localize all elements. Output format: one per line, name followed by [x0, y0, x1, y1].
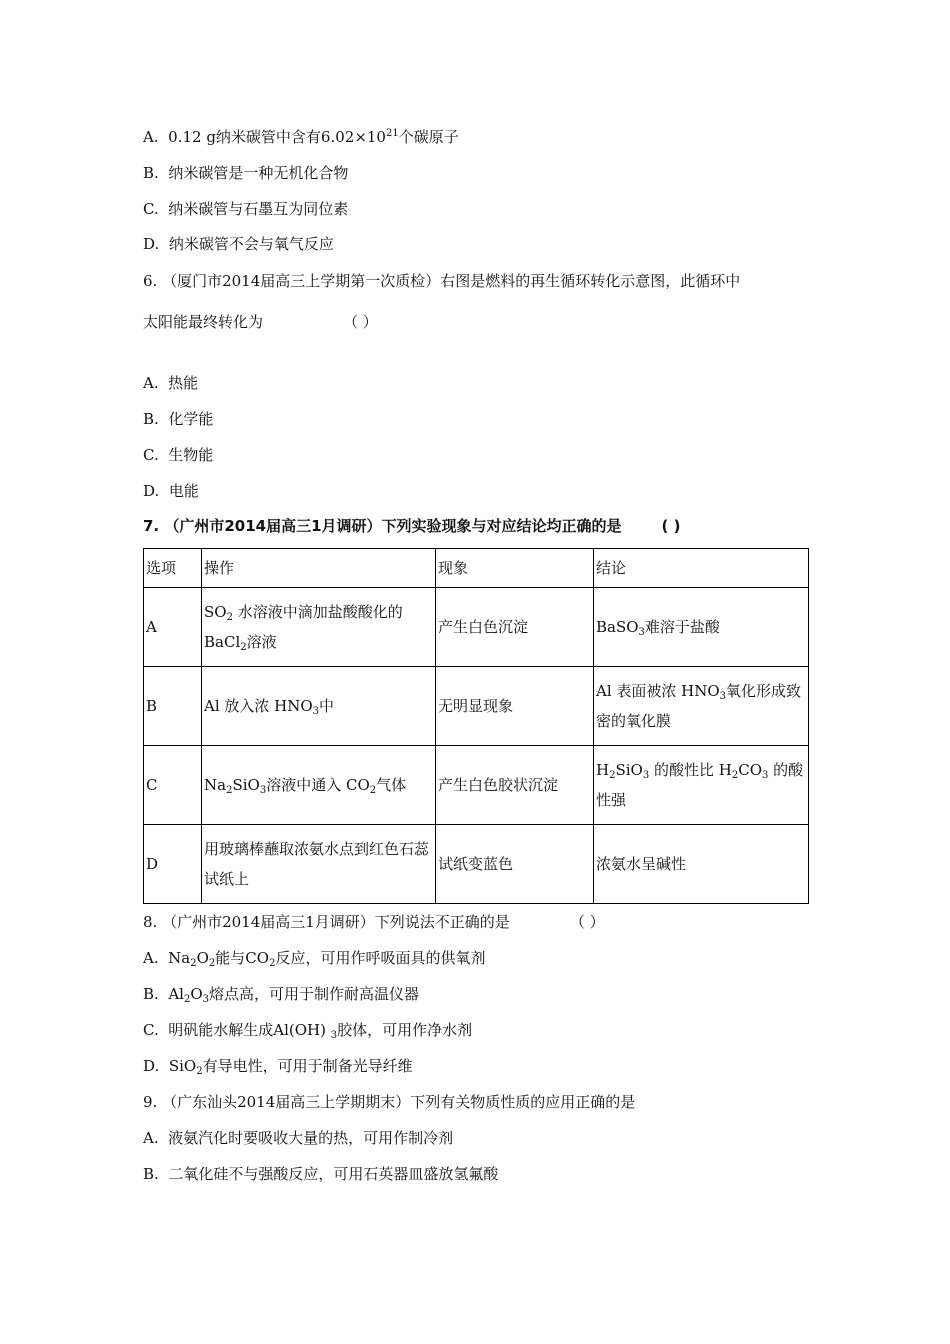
row-id: C: [144, 746, 202, 825]
row-operation: $Na_2SiO_3$溶液中通入 $CO_2$气体: [202, 746, 436, 825]
row-operation: $SO_2$ 水溶液中滴加盐酸酸化的BaCl$_2$溶液: [202, 588, 436, 667]
row-id: A: [144, 588, 202, 667]
q8-option-c: C. 明矾能水解生成Al(OH) $_3$胶体，可用作净水剂: [143, 1021, 473, 1041]
header-phenomenon: 现象: [436, 549, 594, 588]
row-operation: 用玻璃棒蘸取浓氨水点到红色石蕊试纸上: [202, 825, 436, 904]
q7-experiment-table: [143, 548, 809, 904]
q8-answer-blank: （ ）: [569, 913, 605, 931]
q6-stem-line1: 6. （厦门市2014届高三上学期第一次质检）右图是燃料的再生循环转化示意图，此循环中: [143, 272, 741, 290]
q8-option-d: D. SiO$_2$有导电性，可用于制备光导纤维: [143, 1057, 413, 1077]
row-conclusion: BaSO$_3$难溶于盐酸: [594, 588, 809, 667]
row-phenomenon: 无明显现象: [436, 667, 594, 746]
q9-option-a: A. 液氨汽化时要吸收大量的热，可用作制冷剂: [143, 1129, 454, 1147]
q5-option-d: D. 纳米碳管不会与氧气反应: [143, 235, 334, 253]
row-conclusion: Al 表面被浓 $HNO_3$氧化形成致密的氧化膜: [594, 667, 809, 746]
row-id: B: [144, 667, 202, 746]
header-operation: 操作: [202, 549, 436, 588]
q9-option-b: B. 二氧化硅不与强酸反应，可用石英器皿盛放氢氟酸: [143, 1165, 499, 1183]
q5-option-a: A. 0.12 g纳米碳管中含有$6.02\times 10^{21}$个碳原子: [143, 128, 459, 146]
q6-stem-line2: 太阳能最终转化为 （ ）: [143, 313, 378, 331]
row-id: D: [144, 825, 202, 904]
q8-stem: 8. （广州市2014届高三1月调研）下列说法不正确的是 （ ）: [143, 913, 605, 931]
q5-option-b: B. 纳米碳管是一种无机化合物: [143, 164, 349, 182]
table-row: [144, 746, 809, 825]
row-phenomenon: 产生白色胶状沉淀: [436, 746, 594, 825]
q5-option-c: C. 纳米碳管与石墨互为同位素: [143, 200, 349, 218]
q8-option-b: B. $Al_2O_3$熔点高，可用于制作耐高温仪器: [143, 985, 420, 1005]
row-operation: Al 放入浓 $HNO_3$中: [202, 667, 436, 746]
row-conclusion: 浓氨水呈碱性: [594, 825, 809, 904]
q6-option-a: A. 热能: [143, 374, 199, 392]
q6-option-c: C. 生物能: [143, 446, 214, 464]
header-conclusion: 结论: [594, 549, 809, 588]
table-row: [144, 588, 809, 667]
q6-option-b: B. 化学能: [143, 410, 214, 428]
q7-stem: 7. （广州市2014届高三1月调研）下列实验现象与对应结论均正确的是 ( ): [143, 517, 681, 535]
row-phenomenon: 试纸变蓝色: [436, 825, 594, 904]
table-header-row: [144, 549, 809, 588]
q7-answer-blank: ( ): [661, 517, 681, 535]
q6-option-d: D. 电能: [143, 482, 199, 500]
row-conclusion: $H_2SiO_3$ 的酸性比 $H_2CO_3$ 的酸性强: [594, 746, 809, 825]
q9-stem: 9. （广东汕头2014届高三上学期期末）下列有关物质性质的应用正确的是: [143, 1093, 636, 1111]
q8-option-a: A. $Na_2O_2$能与$CO_2$反应，可用作呼吸面具的供氧剂: [143, 949, 486, 969]
header-option: 选项: [144, 549, 202, 588]
q6-answer-blank: （ ）: [343, 313, 378, 331]
table-row: [144, 825, 809, 904]
row-phenomenon: 产生白色沉淀: [436, 588, 594, 667]
table-row: [144, 667, 809, 746]
